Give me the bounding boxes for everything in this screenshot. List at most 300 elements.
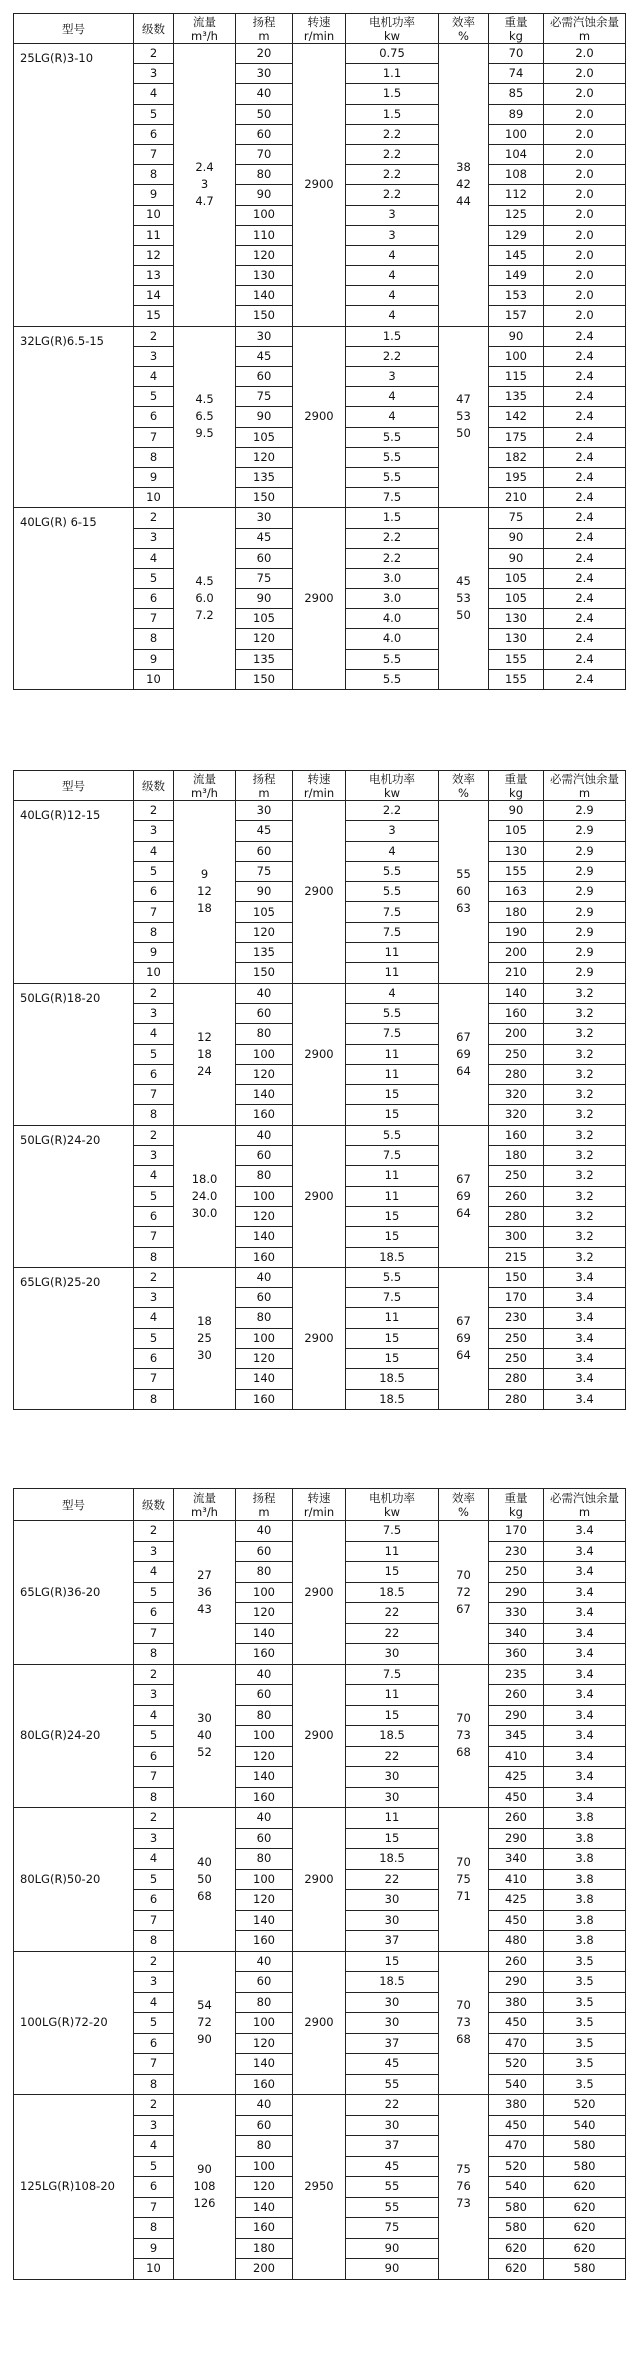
npsh-value: 3.4: [544, 1267, 626, 1287]
speed-value: 2900: [293, 1125, 346, 1267]
head-value: 105: [236, 902, 293, 922]
stage-count: 6: [134, 407, 174, 427]
flow-values: [174, 1521, 236, 1665]
head-value: 160: [236, 1389, 293, 1409]
model-name: 65LG(R)25-20: [14, 1267, 134, 1409]
weight-value: 74: [489, 64, 544, 84]
stage-count: 7: [134, 1623, 174, 1644]
stage-count: 9: [134, 2238, 174, 2259]
weight-value: 130: [489, 609, 544, 629]
efficiency-value: 70: [456, 1998, 471, 2013]
flow-values: [174, 1808, 236, 1952]
npsh-value: 2.0: [544, 286, 626, 306]
flow-value: 18: [197, 1046, 212, 1061]
flow-value: 18.0: [191, 1171, 218, 1186]
head-value: 80: [236, 1308, 293, 1328]
column-header: [174, 771, 236, 801]
weight-value: 195: [489, 467, 544, 487]
weight-value: 135: [489, 387, 544, 407]
head-value: 120: [236, 629, 293, 649]
stage-count: 2: [134, 983, 174, 1003]
weight-value: 104: [489, 144, 544, 164]
efficiency-value: 73: [456, 1728, 471, 1743]
head-value: 80: [236, 1024, 293, 1044]
npsh-value: 540: [544, 2115, 626, 2136]
weight-value: 130: [489, 841, 544, 861]
head-value: 90: [236, 882, 293, 902]
column-name: 扬程: [252, 1490, 276, 1505]
weight-value: 142: [489, 407, 544, 427]
motor-power: 15: [346, 1562, 439, 1583]
npsh-value: 2.9: [544, 821, 626, 841]
column-unit: m: [578, 28, 591, 43]
motor-power: 7.5: [346, 1664, 439, 1685]
stage-count: 8: [134, 165, 174, 185]
motor-power: 2.2: [346, 124, 439, 144]
npsh-value: 3.4: [544, 1369, 626, 1389]
head-value: 100: [236, 2013, 293, 2034]
stage-count: 2: [134, 1125, 174, 1145]
stage-count: 5: [134, 1869, 174, 1890]
motor-power: 11: [346, 1685, 439, 1706]
column-unit: m³/h: [191, 1504, 218, 1519]
weight-value: 260: [489, 1808, 544, 1829]
head-value: 40: [236, 2095, 293, 2116]
motor-power: 4: [346, 983, 439, 1003]
flow-value: 54: [197, 1998, 212, 2013]
column-header: [439, 1489, 489, 1521]
npsh-value: 3.4: [544, 1623, 626, 1644]
flow-value: 27: [197, 1567, 212, 1582]
weight-value: 300: [489, 1227, 544, 1247]
weight-value: 210: [489, 963, 544, 983]
speed-value: 2950: [293, 2095, 346, 2280]
head-value: 60: [236, 1003, 293, 1023]
motor-power: 11: [346, 1166, 439, 1186]
motor-power: 11: [346, 1808, 439, 1829]
weight-value: 85: [489, 84, 544, 104]
head-value: 40: [236, 983, 293, 1003]
head-value: 60: [236, 1972, 293, 1993]
head-value: 140: [236, 2054, 293, 2075]
efficiency-value: 53: [456, 591, 471, 606]
column-name: 效率: [452, 14, 475, 29]
npsh-value: 3.2: [544, 1146, 626, 1166]
weight-value: 450: [489, 2115, 544, 2136]
weight-value: 235: [489, 1664, 544, 1685]
weight-value: 470: [489, 2136, 544, 2157]
stage-count: 3: [134, 1828, 174, 1849]
stage-count: 4: [134, 1849, 174, 1870]
stage-count: 8: [134, 1105, 174, 1125]
npsh-value: 3.4: [544, 1746, 626, 1767]
spec-table: [13, 770, 626, 1410]
npsh-value: 3.5: [544, 2013, 626, 2034]
stage-count: 4: [134, 1024, 174, 1044]
weight-value: 170: [489, 1521, 544, 1542]
table-row: [14, 2095, 626, 2116]
flow-value: 108: [193, 2179, 216, 2194]
head-value: 80: [236, 1992, 293, 2013]
flow-value: 52: [197, 1745, 212, 1760]
head-value: 60: [236, 124, 293, 144]
column-name: 级数: [142, 1497, 165, 1512]
table-row: [14, 1951, 626, 1972]
stage-count: 8: [134, 2074, 174, 2095]
weight-value: 125: [489, 205, 544, 225]
stage-count: 13: [134, 266, 174, 286]
stage-count: 5: [134, 568, 174, 588]
stage-count: 7: [134, 902, 174, 922]
efficiency-value: 70: [456, 1854, 471, 1869]
motor-power: 2.2: [346, 346, 439, 366]
flow-value: 6.0: [195, 591, 214, 606]
stage-count: 6: [134, 882, 174, 902]
motor-power: 11: [346, 1044, 439, 1064]
stage-count: 4: [134, 2136, 174, 2157]
npsh-value: 580: [544, 2156, 626, 2177]
stage-count: 4: [134, 1308, 174, 1328]
npsh-value: 2.9: [544, 963, 626, 983]
stage-count: 8: [134, 629, 174, 649]
column-header: [174, 1489, 236, 1521]
column-header: [346, 1489, 439, 1521]
efficiency-value: 64: [456, 1063, 471, 1078]
column-unit: m³/h: [191, 28, 218, 43]
npsh-value: 2.9: [544, 882, 626, 902]
stage-count: 7: [134, 609, 174, 629]
motor-power: 15: [346, 1105, 439, 1125]
weight-value: 380: [489, 2095, 544, 2116]
motor-power: 5.5: [346, 882, 439, 902]
motor-power: 37: [346, 1931, 439, 1952]
stage-count: 7: [134, 1085, 174, 1105]
weight-value: 163: [489, 882, 544, 902]
motor-power: 45: [346, 2054, 439, 2075]
head-value: 20: [236, 44, 293, 64]
column-header: [174, 14, 236, 44]
stage-count: 12: [134, 245, 174, 265]
motor-power: 3: [346, 821, 439, 841]
motor-power: 15: [346, 1206, 439, 1226]
table-body: [14, 44, 626, 690]
weight-value: 70: [489, 44, 544, 64]
weight-value: 290: [489, 1705, 544, 1726]
stage-count: 9: [134, 649, 174, 669]
head-value: 60: [236, 548, 293, 568]
head-value: 180: [236, 2238, 293, 2259]
flow-value: 90: [197, 2162, 212, 2177]
head-value: 30: [236, 64, 293, 84]
flow-values: [174, 2095, 236, 2280]
motor-power: 5.5: [346, 861, 439, 881]
column-unit: m: [258, 28, 270, 43]
header-row: [14, 771, 626, 801]
column-unit: m: [258, 1504, 270, 1519]
stage-count: 5: [134, 861, 174, 881]
stage-count: 5: [134, 1726, 174, 1747]
efficiency-values: [439, 1125, 489, 1267]
model-name: 80LG(R)24-20: [14, 1664, 134, 1808]
column-header: [236, 14, 293, 44]
column-name: 必需汽蚀余量: [550, 1490, 619, 1505]
motor-power: 3: [346, 225, 439, 245]
efficiency-value: 73: [456, 2196, 471, 2211]
model-name: 40LG(R) 6-15: [14, 508, 134, 690]
head-value: 100: [236, 1328, 293, 1348]
npsh-value: 3.5: [544, 1972, 626, 1993]
speed-value: 2900: [293, 1664, 346, 1808]
motor-power: 5.5: [346, 1125, 439, 1145]
head-value: 60: [236, 1146, 293, 1166]
column-header: [236, 1489, 293, 1521]
flow-values: [174, 801, 236, 984]
header-row: [14, 1489, 626, 1521]
motor-power: 15: [346, 1951, 439, 1972]
head-value: 40: [236, 1521, 293, 1542]
weight-value: 175: [489, 427, 544, 447]
weight-value: 90: [489, 528, 544, 548]
motor-power: 15: [346, 1705, 439, 1726]
weight-value: 100: [489, 346, 544, 366]
weight-value: 155: [489, 649, 544, 669]
column-name: 型号: [62, 21, 85, 36]
weight-value: 215: [489, 1247, 544, 1267]
head-value: 45: [236, 346, 293, 366]
flow-value: 25: [197, 1330, 212, 1345]
stage-count: 6: [134, 124, 174, 144]
weight-value: 105: [489, 821, 544, 841]
stage-count: 6: [134, 589, 174, 609]
weight-value: 280: [489, 1389, 544, 1409]
weight-value: 260: [489, 1685, 544, 1706]
motor-power: 5.5: [346, 1003, 439, 1023]
column-header: [14, 14, 134, 44]
column-unit: kw: [383, 785, 401, 800]
motor-power: 30: [346, 1992, 439, 2013]
column-name: 转速: [307, 14, 331, 29]
table-row: [14, 44, 626, 64]
stage-count: 5: [134, 2013, 174, 2034]
stage-count: 9: [134, 943, 174, 963]
flow-value: 24.0: [191, 1188, 218, 1203]
stage-count: 7: [134, 1227, 174, 1247]
weight-value: 250: [489, 1044, 544, 1064]
motor-power: 3: [346, 205, 439, 225]
stage-count: 8: [134, 447, 174, 467]
stage-count: 3: [134, 1146, 174, 1166]
npsh-value: 620: [544, 2177, 626, 2198]
efficiency-value: 67: [456, 1601, 471, 1616]
flow-values: [174, 326, 236, 508]
motor-power: 1.5: [346, 104, 439, 124]
motor-power: 11: [346, 1186, 439, 1206]
column-header: [293, 771, 346, 801]
efficiency-values: [439, 1808, 489, 1952]
head-value: 50: [236, 104, 293, 124]
motor-power: 37: [346, 2033, 439, 2054]
weight-value: 410: [489, 1869, 544, 1890]
weight-value: 112: [489, 185, 544, 205]
flow-value: 50: [197, 1871, 212, 1886]
head-value: 80: [236, 1849, 293, 1870]
npsh-value: 2.4: [544, 669, 626, 689]
head-value: 60: [236, 367, 293, 387]
efficiency-value: 75: [456, 1871, 471, 1886]
table-row: [14, 1521, 626, 1542]
weight-value: 280: [489, 1064, 544, 1084]
flow-values: [174, 44, 236, 327]
column-name: 流量: [193, 1490, 216, 1505]
speed-value: 2900: [293, 326, 346, 508]
head-value: 40: [236, 1267, 293, 1287]
efficiency-value: 68: [456, 2032, 471, 2047]
npsh-value: 2.0: [544, 306, 626, 326]
efficiency-value: 55: [456, 867, 471, 882]
npsh-value: 2.4: [544, 508, 626, 528]
stage-count: 2: [134, 1808, 174, 1829]
stage-count: 5: [134, 1186, 174, 1206]
stage-count: 6: [134, 2033, 174, 2054]
motor-power: 3: [346, 367, 439, 387]
stage-count: 2: [134, 508, 174, 528]
stage-count: 11: [134, 225, 174, 245]
flow-values: [174, 1125, 236, 1267]
head-value: 100: [236, 1186, 293, 1206]
flow-value: 12: [197, 1029, 212, 1044]
motor-power: 7.5: [346, 1146, 439, 1166]
motor-power: 4: [346, 841, 439, 861]
efficiency-value: 47: [456, 392, 471, 407]
flow-value: 4.5: [195, 392, 214, 407]
weight-value: 200: [489, 943, 544, 963]
motor-power: 15: [346, 1227, 439, 1247]
head-value: 160: [236, 2074, 293, 2095]
speed-value: 2900: [293, 983, 346, 1125]
column-name: 电机功率: [369, 1490, 415, 1505]
head-value: 60: [236, 1828, 293, 1849]
column-header: [439, 771, 489, 801]
stage-count: 7: [134, 427, 174, 447]
speed-value: 2900: [293, 801, 346, 984]
stage-count: 8: [134, 1389, 174, 1409]
npsh-value: 3.2: [544, 1105, 626, 1125]
stage-count: 14: [134, 286, 174, 306]
npsh-value: 3.4: [544, 1541, 626, 1562]
head-value: 150: [236, 306, 293, 326]
column-name: 电机功率: [369, 14, 415, 29]
head-value: 120: [236, 1064, 293, 1084]
npsh-value: 2.4: [544, 528, 626, 548]
head-value: 140: [236, 1369, 293, 1389]
column-unit: kg: [509, 785, 523, 800]
column-header: [439, 14, 489, 44]
flow-values: [174, 1951, 236, 2095]
weight-value: 410: [489, 1746, 544, 1767]
npsh-value: 2.4: [544, 488, 626, 508]
weight-value: 210: [489, 488, 544, 508]
motor-power: 22: [346, 1869, 439, 1890]
head-value: 90: [236, 589, 293, 609]
npsh-value: 2.4: [544, 427, 626, 447]
stage-count: 2: [134, 44, 174, 64]
weight-value: 105: [489, 589, 544, 609]
stage-count: 6: [134, 1746, 174, 1767]
column-name: 效率: [452, 1490, 475, 1505]
efficiency-value: 50: [456, 426, 471, 441]
column-name: 电机功率: [369, 771, 415, 786]
flow-value: 12: [197, 884, 212, 899]
head-value: 160: [236, 1644, 293, 1665]
efficiency-values: [439, 2095, 489, 2280]
column-header: [293, 14, 346, 44]
efficiency-value: 70: [456, 1567, 471, 1582]
motor-power: 18.5: [346, 1247, 439, 1267]
npsh-value: 3.4: [544, 1288, 626, 1308]
stage-count: 5: [134, 104, 174, 124]
motor-power: 4: [346, 407, 439, 427]
weight-value: 90: [489, 326, 544, 346]
weight-value: 90: [489, 548, 544, 568]
efficiency-value: 71: [456, 1888, 471, 1903]
efficiency-value: 68: [456, 1745, 471, 1760]
efficiency-value: 69: [456, 1046, 471, 1061]
flow-value: 7.2: [195, 608, 214, 623]
stage-count: 7: [134, 1767, 174, 1788]
head-value: 80: [236, 1166, 293, 1186]
head-value: 60: [236, 1288, 293, 1308]
head-value: 140: [236, 1910, 293, 1931]
head-value: 100: [236, 1044, 293, 1064]
motor-power: 5.5: [346, 447, 439, 467]
head-value: 30: [236, 801, 293, 821]
column-header: [346, 14, 439, 44]
weight-value: 115: [489, 367, 544, 387]
motor-power: 7.5: [346, 1288, 439, 1308]
npsh-value: 3.4: [544, 1664, 626, 1685]
model-name: 25LG(R)3-10: [14, 44, 134, 327]
flow-value: 18: [197, 1313, 212, 1328]
head-value: 135: [236, 467, 293, 487]
weight-value: 290: [489, 1828, 544, 1849]
spec-table: [13, 13, 626, 690]
head-value: 40: [236, 1125, 293, 1145]
stage-count: 2: [134, 1951, 174, 1972]
weight-value: 75: [489, 508, 544, 528]
motor-power: 4: [346, 306, 439, 326]
head-value: 100: [236, 1869, 293, 1890]
motor-power: 30: [346, 2115, 439, 2136]
motor-power: 1.5: [346, 326, 439, 346]
stage-count: 6: [134, 2177, 174, 2198]
head-value: 150: [236, 488, 293, 508]
flow-value: 40: [197, 1728, 212, 1743]
stage-count: 2: [134, 2095, 174, 2116]
column-header: [544, 771, 626, 801]
head-value: 100: [236, 1726, 293, 1747]
flow-value: 30: [197, 1347, 212, 1362]
npsh-value: 2.0: [544, 225, 626, 245]
npsh-value: 2.4: [544, 649, 626, 669]
stage-count: 9: [134, 467, 174, 487]
head-value: 80: [236, 165, 293, 185]
column-header: [134, 1489, 174, 1521]
motor-power: 30: [346, 1787, 439, 1808]
efficiency-value: 67: [456, 1313, 471, 1328]
npsh-value: 3.2: [544, 1064, 626, 1084]
stage-count: 10: [134, 488, 174, 508]
model-name: 50LG(R)24-20: [14, 1125, 134, 1267]
